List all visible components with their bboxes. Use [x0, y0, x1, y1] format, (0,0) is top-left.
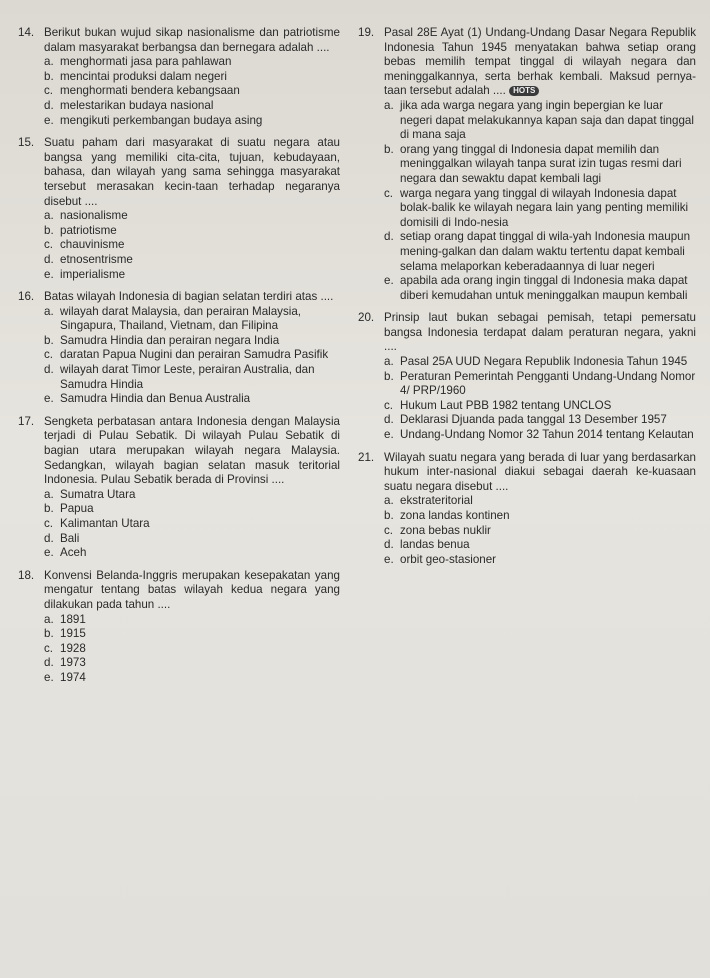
- option-text: etnosentrisme: [60, 252, 133, 266]
- question-stem: Batas wilayah Indonesia di bagian selatan terdiri atas ....: [44, 290, 334, 304]
- option-text: 1915: [60, 627, 86, 641]
- option-letter: e.: [384, 552, 394, 566]
- question-stem: Suatu paham dari masyarakat di suatu negara atau bangsa yang memiliki cita-cita, tujuan, kebudayaan, bahasa, dan wilayah yang sama sehingga masyarakat tersebut merasakan kecin-taan terhadap negaranya disebut ....: [44, 136, 340, 208]
- option-text: setiap orang dapat tinggal di wila-yah Indonesia maupun mening-galkan dan dalam waktu tertentu dapat kembali selama melaporkan keberadaannya di luar negeri: [400, 230, 691, 273]
- option-letter: c.: [44, 641, 54, 655]
- option-letter: a.: [44, 209, 54, 223]
- option-text: wilayah darat Malaysia, dan perairan Malaysia, Singapura, Thailand, Vietnam, dan Filipina: [60, 304, 302, 333]
- question-stem: Berikut bukan wujud sikap nasionalisme dan patriotisme dalam masyarakat berbangsa dan bernegara adalah ....: [44, 26, 340, 54]
- option-text: Peraturan Pemerintah Pengganti Undang-Undang Nomor 4/ PRP/1960: [400, 369, 696, 398]
- question-number: 20.: [358, 311, 375, 325]
- option-letter: e.: [44, 113, 54, 127]
- option-d[interactable]: [384, 538, 696, 553]
- option-b[interactable]: [44, 502, 340, 517]
- option-letter: c.: [44, 238, 54, 252]
- option-letter: d.: [44, 531, 54, 545]
- option-b[interactable]: [44, 224, 340, 239]
- option-text: zona bebas nuklir: [400, 523, 491, 537]
- question-number: 14.: [18, 26, 35, 39]
- question-19: [358, 26, 696, 303]
- option-b[interactable]: [384, 370, 696, 399]
- option-e[interactable]: [44, 268, 340, 283]
- option-letter: e.: [384, 274, 394, 288]
- option-letter: c.: [44, 517, 54, 530]
- option-c[interactable]: [44, 517, 340, 532]
- option-c[interactable]: [384, 524, 696, 539]
- option-letter: d.: [384, 413, 394, 427]
- option-e[interactable]: [44, 546, 340, 561]
- option-e[interactable]: [44, 671, 340, 686]
- hots-badge: HOTS: [509, 86, 539, 96]
- option-text: jika ada warga negara yang ingin bepergian ke luar negeri dapat melakukannya kapan saja dan dapat tinggal di mana saja: [400, 98, 694, 142]
- option-c[interactable]: [384, 187, 696, 231]
- option-letter: e.: [44, 267, 54, 281]
- option-letter: c.: [384, 398, 394, 412]
- question-stem: Konvensi Belanda-Inggris merupakan kesepakatan yang mengatur tentang batas wilayah kedua negara yang dilakukan pada tahun ....: [44, 568, 340, 611]
- option-text: mengikuti perkembangan budaya asing: [60, 113, 263, 127]
- option-b[interactable]: [384, 143, 696, 187]
- option-text: wilayah darat Timor Leste, perairan Australia, dan Samudra Hindia: [60, 363, 315, 391]
- question-number: 17.: [18, 414, 35, 428]
- option-letter: d.: [44, 252, 54, 266]
- option-text: daratan Papua Nugini dan perairan Samudra Pasifik: [60, 348, 329, 362]
- option-a[interactable]: [384, 355, 696, 370]
- option-letter: d.: [384, 230, 394, 244]
- option-letter: e.: [384, 428, 394, 442]
- option-letter: e.: [44, 670, 54, 684]
- option-text: chauvinisme: [60, 238, 125, 252]
- option-text: nasionalisme: [60, 209, 128, 223]
- option-d[interactable]: [384, 230, 696, 274]
- question-stem: Pasal 28E Ayat (1) Undang-Undang Dasar Negara Republik Indonesia Tahun 1945 menyatakan bahwa setiap orang bebas memilih tempat tinggal di wilayah negara dan meninggalkannya, serta berhak kembali. Maksud pernya-taan tersebut adalah ....: [384, 26, 696, 98]
- option-letter: a.: [384, 355, 394, 369]
- option-d[interactable]: [44, 253, 340, 268]
- option-letter: c.: [44, 84, 54, 98]
- option-text: menghormati jasa para pahlawan: [60, 55, 232, 69]
- option-text: 1891: [60, 612, 86, 626]
- option-letter: d.: [44, 363, 54, 377]
- option-letter: d.: [384, 538, 394, 552]
- option-b[interactable]: [44, 334, 340, 349]
- option-c[interactable]: [384, 399, 696, 414]
- option-a[interactable]: [44, 305, 340, 334]
- option-text: Undang-Undang Nomor 32 Tahun 2014 tentang Kelautan: [400, 428, 694, 442]
- option-a[interactable]: [44, 209, 340, 224]
- option-text: Bali: [60, 531, 80, 545]
- question-stem: Wilayah suatu negara yang berada di luar yang berdasarkan hukum inter-nasional diakui sebagai daerah ke-kuasaan suatu negara disebut ....: [384, 450, 696, 493]
- question-17: [18, 415, 340, 561]
- option-letter: c.: [44, 348, 54, 362]
- option-text: Kalimantan Utara: [60, 517, 150, 530]
- option-text: orbit geo-stasioner: [400, 552, 497, 566]
- option-letter: b.: [44, 69, 54, 83]
- question-number: 18.: [18, 568, 35, 582]
- question-number: 21.: [358, 450, 375, 464]
- option-text: landas benua: [400, 538, 470, 552]
- option-d[interactable]: [384, 413, 696, 428]
- option-letter: e.: [44, 392, 54, 406]
- option-text: ekstrateritorial: [400, 494, 473, 508]
- option-c[interactable]: [44, 84, 340, 99]
- question-16: [18, 290, 340, 407]
- option-letter: b.: [44, 223, 54, 237]
- question-number: 16.: [18, 290, 35, 304]
- option-d[interactable]: [44, 99, 340, 114]
- option-text: Samudra Hindia dan Benua Australia: [60, 392, 251, 406]
- option-a[interactable]: [384, 494, 696, 509]
- option-e[interactable]: [44, 114, 340, 129]
- option-text: mencintai produksi dalam negeri: [60, 69, 227, 83]
- option-c[interactable]: [44, 238, 340, 253]
- question-14: [18, 26, 340, 128]
- option-b[interactable]: [44, 70, 340, 85]
- option-text: 1928: [60, 641, 86, 655]
- option-letter: a.: [44, 612, 54, 626]
- option-d[interactable]: [44, 532, 340, 547]
- option-c[interactable]: [44, 642, 340, 657]
- option-b[interactable]: [44, 627, 340, 642]
- option-text: apabila ada orang ingin tinggal di Indonesia maka dapat diberi kemudahan untuk meninggalkan maupun kembali: [400, 274, 688, 302]
- option-letter: c.: [384, 186, 394, 200]
- option-letter: b.: [384, 142, 394, 156]
- option-text: orang yang tinggal di Indonesia dapat memilih dan meninggalkan wilayah tanpa surat izin tugas resmi dari negara dan sewaktu dapat kembali lagi: [400, 142, 682, 185]
- question-number: 19.: [358, 26, 375, 39]
- option-text: Hukum Laut PBB 1982 tentang UNCLOS: [400, 398, 612, 412]
- option-letter: a.: [44, 55, 54, 69]
- option-text: Papua: [60, 502, 94, 516]
- option-e[interactable]: [384, 553, 696, 568]
- left-column: [18, 26, 340, 978]
- question-15: [18, 136, 340, 282]
- option-letter: a.: [384, 98, 394, 112]
- option-letter: b.: [384, 509, 394, 522]
- option-letter: b.: [44, 502, 54, 516]
- option-letter: b.: [44, 627, 54, 641]
- question-21: [358, 451, 696, 568]
- option-text: Pasal 25A UUD Negara Republik Indonesia Tahun 1945: [400, 355, 688, 369]
- option-text: 1973: [60, 656, 86, 670]
- option-a[interactable]: [44, 613, 340, 628]
- option-text: warga negara yang tinggal di wilayah Indonesia dapat bolak-balik ke wilayah negara lain yang penting memiliki domisili di Indo-nesia: [400, 186, 689, 229]
- option-d[interactable]: [44, 363, 340, 392]
- option-text: menghormati bendera kebangsaan: [60, 84, 240, 98]
- option-c[interactable]: [44, 348, 340, 363]
- option-letter: a.: [384, 494, 394, 508]
- option-a[interactable]: [384, 99, 696, 143]
- option-e[interactable]: [384, 274, 696, 303]
- option-letter: d.: [44, 656, 54, 670]
- option-d[interactable]: [44, 656, 340, 671]
- option-letter: b.: [44, 333, 54, 347]
- question-stem: Prinsip laut bukan sebagai pemisah, tetapi pemersatu bangsa Indonesia terdapat dalam peraturan negara, yakni ....: [384, 311, 696, 354]
- option-text: melestarikan budaya nasional: [60, 98, 214, 112]
- option-letter: b.: [384, 369, 394, 383]
- option-text: zona landas kontinen: [400, 509, 510, 522]
- option-letter: a.: [44, 487, 54, 501]
- option-e[interactable]: [384, 428, 696, 443]
- right-column: [358, 26, 696, 978]
- option-a[interactable]: [44, 488, 340, 503]
- option-letter: c.: [384, 523, 394, 537]
- option-text: patriotisme: [60, 223, 117, 237]
- question-stem-block: [384, 26, 696, 99]
- question-18: [18, 569, 340, 686]
- option-text: Deklarasi Djuanda pada tanggal 13 Desember 1957: [400, 413, 667, 427]
- question-number: 15.: [18, 136, 35, 150]
- option-text: 1974: [60, 670, 86, 684]
- question-20: [358, 311, 696, 442]
- option-e[interactable]: [44, 392, 340, 407]
- option-text: Aceh: [60, 546, 87, 560]
- option-text: imperialisme: [60, 267, 126, 281]
- option-text: Sumatra Utara: [60, 487, 136, 501]
- option-b[interactable]: [384, 509, 696, 524]
- option-letter: d.: [44, 98, 54, 112]
- option-text: Samudra Hindia dan perairan negara India: [60, 333, 280, 347]
- option-letter: e.: [44, 546, 54, 560]
- option-letter: a.: [44, 304, 54, 318]
- option-a[interactable]: [44, 55, 340, 70]
- question-stem: Sengketa perbatasan antara Indonesia dengan Malaysia terjadi di Pulau Sebatik. Di wilayah Pulau Sebatik di bagian utara merupakan wilayah negara Malaysia. Sedangkan, wilayah bagian selatan masuk teritorial Indonesia. Pulau Sebatik berada di Provinsi ....: [44, 414, 340, 487]
